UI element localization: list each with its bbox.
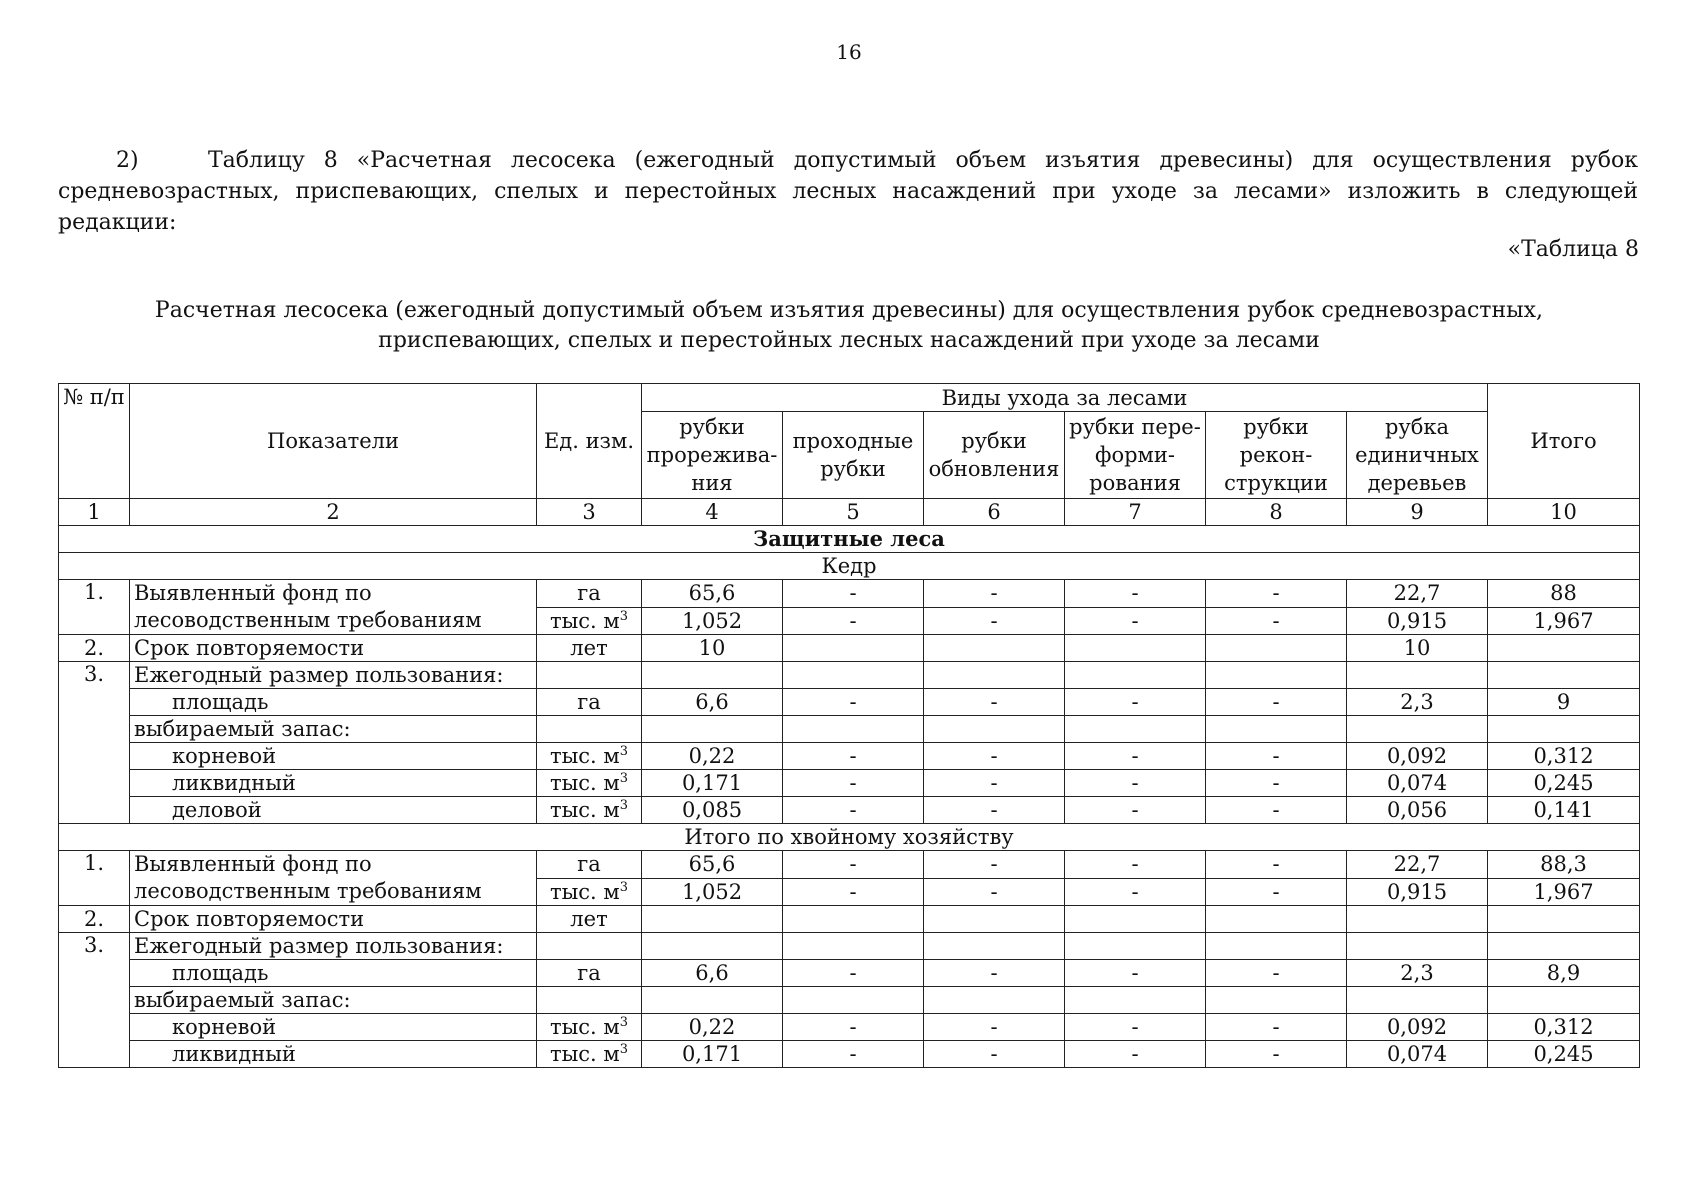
value-cell: - bbox=[924, 770, 1065, 797]
total-cell: 8,9 bbox=[1488, 960, 1640, 987]
header-unit: Ед. изм. bbox=[537, 384, 642, 499]
col-number: 1 bbox=[59, 499, 130, 526]
table-row bbox=[59, 635, 1640, 662]
table-row bbox=[59, 662, 1640, 689]
value-cell: - bbox=[1206, 743, 1347, 770]
value-cell: - bbox=[1065, 770, 1206, 797]
row-label-root: корневой bbox=[130, 1014, 537, 1041]
value-cell: - bbox=[783, 960, 924, 987]
table-row bbox=[59, 987, 1640, 1014]
col-number: 3 bbox=[537, 499, 642, 526]
value-cell: - bbox=[1065, 1014, 1206, 1041]
header-group: Виды ухода за лесами bbox=[642, 384, 1488, 412]
value-cell: 0,074 bbox=[1347, 1041, 1488, 1068]
value-cell: 2,3 bbox=[1347, 689, 1488, 716]
logging-table bbox=[58, 383, 1640, 1068]
header-row bbox=[59, 384, 1640, 412]
table-row bbox=[59, 851, 1640, 879]
col-number: 9 bbox=[1347, 499, 1488, 526]
total-cell: 9 bbox=[1488, 689, 1640, 716]
section-row bbox=[59, 824, 1640, 851]
value-cell: - bbox=[1206, 580, 1347, 608]
row-number: 2. bbox=[59, 635, 130, 662]
table-row bbox=[59, 933, 1640, 960]
value-cell: - bbox=[1065, 960, 1206, 987]
unit-cell: тыс. $м^3$ bbox=[537, 770, 642, 797]
table-row bbox=[59, 770, 1640, 797]
header-indicators: Показатели bbox=[130, 384, 537, 499]
value-cell: - bbox=[924, 1014, 1065, 1041]
table-title-line-1: Расчетная лесосека (ежегодный допустимый объем изъятия древесины) для осуществления рубок средневозрастных, bbox=[154, 298, 1544, 323]
header-col-renewal: рубки обновления bbox=[924, 412, 1065, 499]
value-cell: - bbox=[1206, 960, 1347, 987]
total-cell: 1,967 bbox=[1488, 878, 1640, 906]
row-label-annual: Ежегодный размер пользования: bbox=[130, 933, 537, 960]
value-cell: 0,092 bbox=[1347, 743, 1488, 770]
value-cell: - bbox=[783, 1014, 924, 1041]
total-cell: 0,312 bbox=[1488, 743, 1640, 770]
row-label-term: Срок повторяемости bbox=[130, 635, 537, 662]
table-row bbox=[59, 580, 1640, 608]
section-row bbox=[59, 553, 1640, 580]
header-col-thinning: рубки прорежива-ния bbox=[642, 412, 783, 499]
table-row bbox=[59, 960, 1640, 987]
value-cell: - bbox=[783, 797, 924, 824]
table-row bbox=[59, 689, 1640, 716]
value-cell: - bbox=[1065, 878, 1206, 906]
value-cell: 10 bbox=[642, 635, 783, 662]
value-cell bbox=[783, 635, 924, 662]
value-cell: - bbox=[1065, 743, 1206, 770]
value-cell: - bbox=[924, 607, 1065, 635]
unit-cell: га bbox=[537, 960, 642, 987]
value-cell: - bbox=[1206, 689, 1347, 716]
value-cell: 22,7 bbox=[1347, 580, 1488, 608]
value-cell: 0,22 bbox=[642, 743, 783, 770]
value-cell: - bbox=[924, 878, 1065, 906]
total-cell: 0,141 bbox=[1488, 797, 1640, 824]
header-col-reconstruction: рубки рекон-струкции bbox=[1206, 412, 1347, 499]
value-cell: 0,915 bbox=[1347, 878, 1488, 906]
total-cell: 1,967 bbox=[1488, 607, 1640, 635]
value-cell: - bbox=[783, 851, 924, 879]
value-cell: 65,6 bbox=[642, 580, 783, 608]
header-col-reforming: рубки пере-форми-рования bbox=[1065, 412, 1206, 499]
table-row bbox=[59, 906, 1640, 933]
unit-cell: га bbox=[537, 851, 642, 879]
value-cell: 0,171 bbox=[642, 770, 783, 797]
value-cell: - bbox=[1065, 851, 1206, 879]
value-cell: 0,056 bbox=[1347, 797, 1488, 824]
value-cell: - bbox=[924, 743, 1065, 770]
header-col-passage: проходные рубки bbox=[783, 412, 924, 499]
value-cell: 22,7 bbox=[1347, 851, 1488, 879]
value-cell: 2,3 bbox=[1347, 960, 1488, 987]
header-total: Итого bbox=[1488, 384, 1640, 499]
value-cell: - bbox=[1206, 770, 1347, 797]
row-label-fund: Выявленный фонд по лесоводственным требованиям bbox=[130, 580, 537, 635]
value-cell: - bbox=[1065, 689, 1206, 716]
value-cell bbox=[1206, 635, 1347, 662]
unit-cell: лет bbox=[537, 635, 642, 662]
value-cell: - bbox=[924, 797, 1065, 824]
col-number: 5 bbox=[783, 499, 924, 526]
section-conifer-total: Итого по хвойному хозяйству bbox=[59, 824, 1640, 851]
unit-cell: тыс. $м^3$ bbox=[537, 797, 642, 824]
row-label-liquid: ликвидный bbox=[130, 770, 537, 797]
unit-cell: га bbox=[537, 580, 642, 608]
value-cell: 65,6 bbox=[642, 851, 783, 879]
row-number: 3. bbox=[59, 933, 130, 1068]
total-cell: 0,312 bbox=[1488, 1014, 1640, 1041]
value-cell: 6,6 bbox=[642, 960, 783, 987]
value-cell: - bbox=[783, 770, 924, 797]
col-number: 2 bbox=[130, 499, 537, 526]
value-cell: 0,092 bbox=[1347, 1014, 1488, 1041]
value-cell: 0,171 bbox=[642, 1041, 783, 1068]
value-cell: - bbox=[1206, 1014, 1347, 1041]
col-number: 7 bbox=[1065, 499, 1206, 526]
value-cell: - bbox=[1065, 1041, 1206, 1068]
total-cell: 0,245 bbox=[1488, 770, 1640, 797]
value-cell: - bbox=[1206, 851, 1347, 879]
intro-paragraph bbox=[58, 145, 1638, 238]
value-cell: 0,074 bbox=[1347, 770, 1488, 797]
section-row bbox=[59, 526, 1640, 553]
col-number: 8 bbox=[1206, 499, 1347, 526]
value-cell bbox=[924, 635, 1065, 662]
row-label-term: Срок повторяемости bbox=[130, 906, 537, 933]
unit-cell: га bbox=[537, 689, 642, 716]
unit-cell: тыс. $м^3$ bbox=[537, 743, 642, 770]
table-row bbox=[59, 1014, 1640, 1041]
value-cell: - bbox=[783, 689, 924, 716]
section-cedar: Кедр bbox=[59, 553, 1640, 580]
total-cell bbox=[1488, 635, 1640, 662]
section-protective: Защитные леса bbox=[59, 526, 1640, 553]
row-label-area: площадь bbox=[130, 960, 537, 987]
unit-cell: тыс. $м^3$ bbox=[537, 878, 642, 906]
unit-cell: тыс. $м^3$ bbox=[537, 1014, 642, 1041]
row-label-annual: Ежегодный размер пользования: bbox=[130, 662, 537, 689]
value-cell: 0,085 bbox=[642, 797, 783, 824]
row-number: 3. bbox=[59, 662, 130, 824]
unit-cell: лет bbox=[537, 906, 642, 933]
value-cell: - bbox=[783, 743, 924, 770]
value-cell: - bbox=[1065, 580, 1206, 608]
table-row bbox=[59, 1041, 1640, 1068]
table-title-line-2: приспевающих, спелых и перестойных лесных насаждений при уходе за лесами bbox=[378, 328, 1320, 353]
value-cell: - bbox=[1206, 1041, 1347, 1068]
header-col-single-trees: рубка единичных деревьев bbox=[1347, 412, 1488, 499]
value-cell: - bbox=[1065, 607, 1206, 635]
row-number: 1. bbox=[59, 580, 130, 635]
total-cell: 88 bbox=[1488, 580, 1640, 608]
value-cell: 0,22 bbox=[642, 1014, 783, 1041]
value-cell: - bbox=[924, 580, 1065, 608]
total-cell: 0,245 bbox=[1488, 1041, 1640, 1068]
value-cell: - bbox=[1065, 797, 1206, 824]
col-number: 10 bbox=[1488, 499, 1640, 526]
col-number: 6 bbox=[924, 499, 1065, 526]
row-number: 2. bbox=[59, 906, 130, 933]
value-cell: - bbox=[924, 960, 1065, 987]
value-cell: - bbox=[783, 580, 924, 608]
col-number: 4 bbox=[642, 499, 783, 526]
table-label: «Таблица 8 bbox=[1507, 237, 1639, 262]
row-label-area: площадь bbox=[130, 689, 537, 716]
value-cell: - bbox=[924, 689, 1065, 716]
table-row bbox=[59, 797, 1640, 824]
intro-text: Таблицу 8 «Расчетная лесосека (ежегодный допустимый объем изъятия древесины) для осуществления рубок средневозрастных, приспевающих, спелых и перестойных лесных насаждений при уходе за лесами» изложить в следующей редакции: bbox=[58, 148, 1638, 235]
value-cell: 0,915 bbox=[1347, 607, 1488, 635]
row-label-liquid: ликвидный bbox=[130, 1041, 537, 1068]
page-number: 16 bbox=[836, 40, 862, 64]
value-cell: 1,052 bbox=[642, 607, 783, 635]
row-label-business: деловой bbox=[130, 797, 537, 824]
row-label-fund: Выявленный фонд по лесоводственным требованиям bbox=[130, 851, 537, 906]
value-cell: - bbox=[1206, 797, 1347, 824]
row-label-stock: выбираемый запас: bbox=[130, 987, 537, 1014]
table-row bbox=[59, 716, 1640, 743]
value-cell: - bbox=[783, 878, 924, 906]
unit-cell: тыс. $м^3$ bbox=[537, 607, 642, 635]
table-row bbox=[59, 743, 1640, 770]
value-cell: 10 bbox=[1347, 635, 1488, 662]
value-cell: - bbox=[783, 607, 924, 635]
unit-cell: тыс. $м^3$ bbox=[537, 1041, 642, 1068]
value-cell bbox=[1065, 635, 1206, 662]
total-cell: 88,3 bbox=[1488, 851, 1640, 879]
column-numbers-row bbox=[59, 499, 1640, 526]
row-number: 1. bbox=[59, 851, 130, 906]
value-cell: - bbox=[1206, 607, 1347, 635]
value-cell: 6,6 bbox=[642, 689, 783, 716]
intro-item-number: 2) bbox=[116, 148, 139, 173]
value-cell: 1,052 bbox=[642, 878, 783, 906]
value-cell: - bbox=[924, 851, 1065, 879]
value-cell: - bbox=[924, 1041, 1065, 1068]
row-label-stock: выбираемый запас: bbox=[130, 716, 537, 743]
table-title bbox=[100, 296, 1598, 356]
value-cell: - bbox=[1206, 878, 1347, 906]
header-num: № п/п bbox=[59, 384, 130, 499]
value-cell: - bbox=[783, 1041, 924, 1068]
row-label-root: корневой bbox=[130, 743, 537, 770]
